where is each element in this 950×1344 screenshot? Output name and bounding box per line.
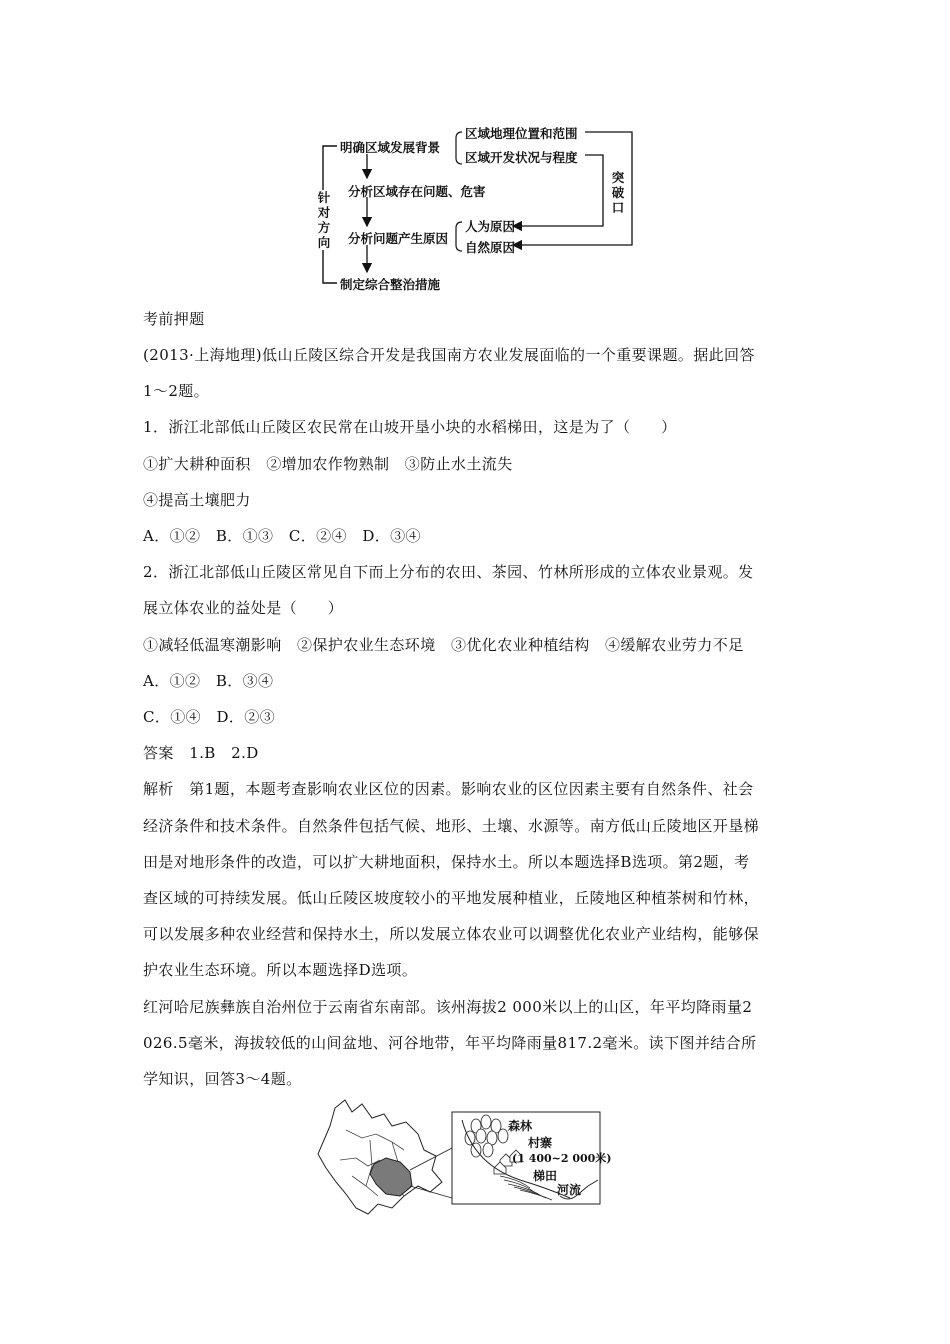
question-2-choices-b: C．①④ D．②③	[143, 708, 276, 726]
flow-step-3: 分析问题产生原因	[348, 231, 449, 246]
question-2-line-1: 2．浙江北部低山丘陵区常见自下而上分布的农田、茶园、竹林所形成的立体农业景观。发	[143, 563, 754, 581]
paragraph-3-line-3: 学知识，回答3～4题。	[143, 1070, 302, 1088]
flow-step-1-sub-2: 区域开发状况与程度	[465, 150, 578, 165]
question-2-line-2: 展立体农业的益处是（ ）	[143, 599, 344, 617]
map-label-forest: 森林	[508, 1119, 533, 1133]
intro-line-1: (2013·上海地理)低山丘陵区综合开发是我国南方农业发展面临的一个重要课题。据此回答	[143, 346, 755, 364]
paragraph-3-line-2: 026.5毫米，海拔较低的山间盆地、河谷地带，年平均降雨量817.2毫米。读下图并结合所	[143, 1034, 757, 1052]
flow-left-label: 针对方向	[317, 190, 331, 250]
section-title: 考前押题	[143, 310, 205, 328]
question-1-options-b: ④提高土壤肥力	[143, 491, 251, 509]
flow-right-label: 突破口	[611, 170, 625, 215]
analysis-line-3: 田是对地形条件的改造，可以扩大耕地面积，保持水土。所以本题选择B选项。第2题，考	[143, 853, 750, 871]
question-2-options: ①减轻低温寒潮影响 ②保护农业生态环境 ③优化农业种植结构 ④缓解农业劳力不足	[143, 636, 744, 654]
map-label-altitude: (1 400~2 000米)	[512, 1152, 612, 1165]
paragraph-3-line-1: 红河哈尼族彝族自治州位于云南省东南部。该州海拔2 000米以上的山区，年平均降雨量2	[143, 998, 753, 1016]
yunnan-outline	[318, 1100, 442, 1214]
answer: 答案 1.B 2.D	[143, 744, 259, 762]
analysis-line-5: 可以发展多种农业经营和保持水土，所以发展立体农业可以调整优化农业产业结构，能够保	[143, 925, 760, 943]
flow-step-1-sub-1: 区域地理位置和范围	[465, 126, 578, 141]
flow-step-1: 明确区域发展背景	[340, 140, 441, 155]
analysis-line-2: 经济条件和技术条件。自然条件包括气候、地形、土壤、水源等。南方低山丘陵地区开垦梯	[143, 817, 760, 835]
question-1-options-a: ①扩大耕种面积 ②增加农作物熟制 ③防止水土流失	[143, 455, 513, 473]
map-label-river: 河流	[557, 1183, 582, 1197]
map-label-terrace: 梯田	[533, 1169, 558, 1183]
analysis-line-1: 解析 第1题，本题考查影响农业区位的因素。影响农业的区位因素主要有自然条件、社会	[143, 780, 754, 798]
flow-step-3-sub-1: 人为原因	[465, 219, 516, 234]
question-1: 1．浙江北部低山丘陵区农民常在山坡开垦小块的水稻梯田，这是为了（ ）	[143, 418, 677, 436]
intro-line-2: 1～2题。	[143, 382, 210, 400]
question-1-choices: A．①② B．①③ C．②④ D．③④	[143, 527, 421, 545]
analysis-line-4: 查区域的可持续发展。低山丘陵区坡度较小的平地发展种植业，丘陵地区种植茶树和竹林，	[143, 889, 760, 907]
analysis-line-6: 护农业生态环境。所以本题选择D选项。	[143, 961, 418, 979]
flow-step-4: 制定综合整治措施	[340, 277, 441, 292]
flow-step-3-sub-2: 自然原因	[465, 240, 516, 255]
flow-step-2: 分析区域存在问题、危害	[348, 184, 486, 199]
question-2-choices-a: A．①② B．③④	[143, 672, 274, 690]
map-label-village: 村寨	[528, 1136, 553, 1150]
